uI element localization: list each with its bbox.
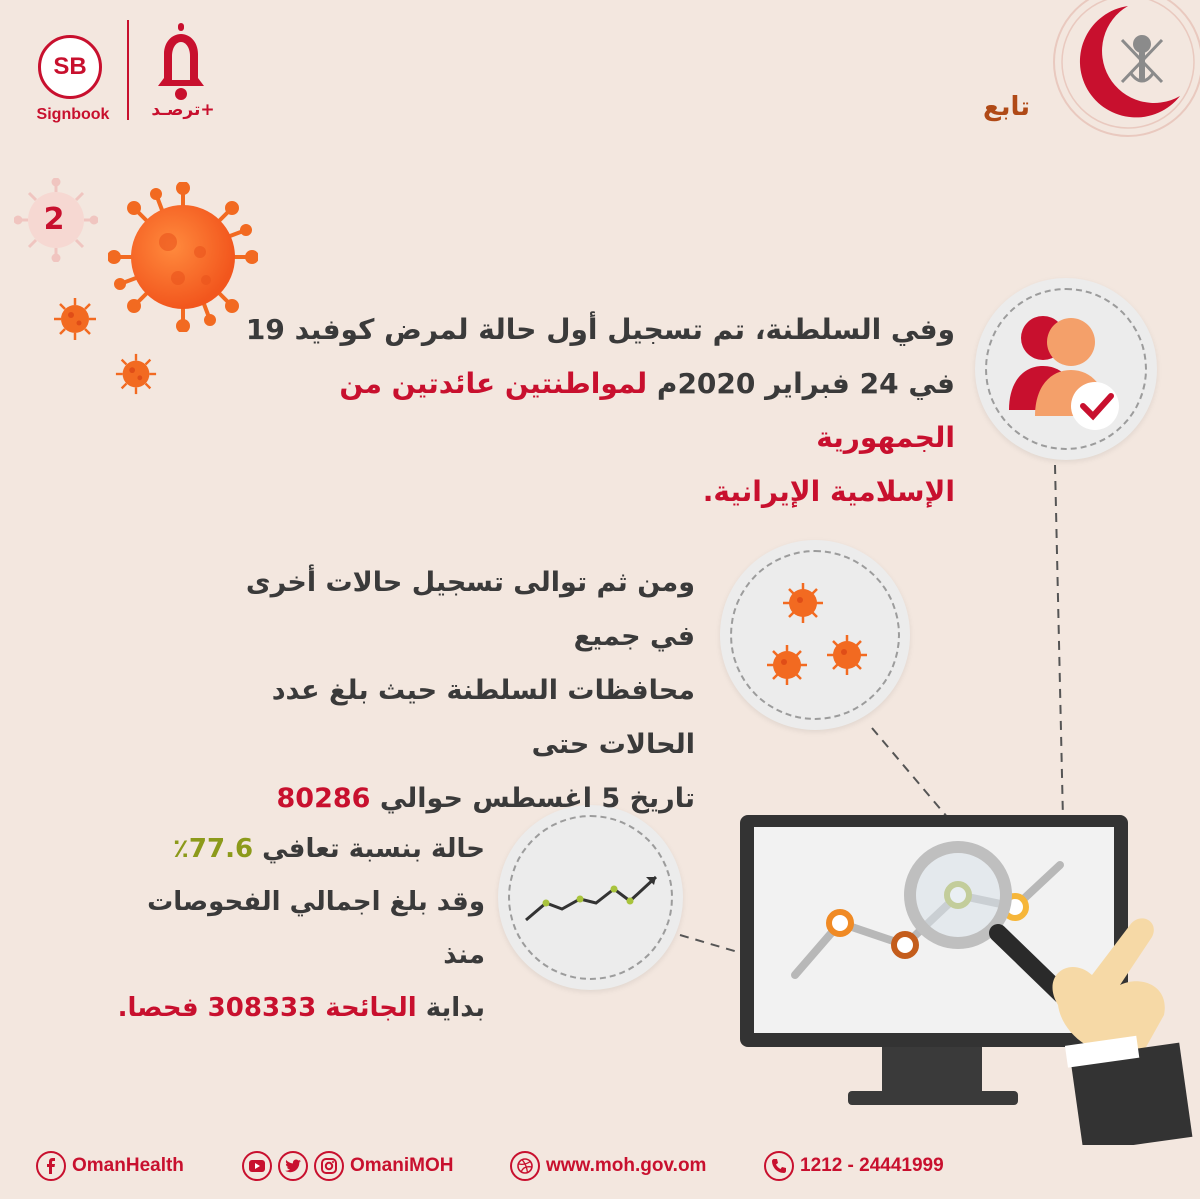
footer-website[interactable]: [510, 1148, 706, 1184]
trend-line-icon: [518, 865, 663, 935]
dashed-ring: [730, 550, 900, 720]
recovery-line1: [100, 823, 485, 876]
cases-line1: ومن ثم توالى تسجيل حالات أخرى في جميع: [245, 567, 695, 652]
facebook-icon: [36, 1151, 66, 1181]
first-case-line3: الإسلامية الإيرانية.: [702, 475, 955, 508]
trend-circle: [498, 805, 683, 990]
virus-icon: [764, 642, 810, 688]
recovery-rate: 77.6٪: [173, 834, 254, 864]
cases-count-text: [240, 556, 695, 826]
footer: [0, 1148, 1200, 1188]
tests-line2: وقد بلغ اجمالي الفحوصات منذ: [147, 887, 485, 970]
recovery-tests-text: [100, 823, 485, 1035]
signbook-mark: SB: [53, 53, 87, 80]
monitor-analytics-illustration: [740, 815, 1200, 1145]
dribbble-globe-icon: [510, 1151, 540, 1181]
tarasud-caption: ترصـد+: [151, 100, 215, 120]
cases-line3: [240, 772, 695, 826]
first-case-date: في 24 فبراير 2020م: [647, 367, 955, 400]
people-check-circle: [975, 278, 1157, 460]
virus-icon: [824, 632, 870, 678]
phone-icon: [764, 1151, 794, 1181]
signbook-caption: Signbook: [36, 106, 110, 123]
viruses-circle: [720, 540, 910, 730]
website-url: www.moh.gov.om: [546, 1155, 707, 1176]
footer-phone[interactable]: [764, 1148, 944, 1184]
first-case-highlight: لمواطنتين عائدتين من الجمهورية: [339, 367, 955, 454]
people-check-icon: [1001, 302, 1131, 432]
virus-icon: [780, 580, 826, 626]
cases-total: 80286: [276, 783, 371, 814]
first-case-line2: [240, 357, 955, 465]
facebook-handle: OmanHealth: [72, 1155, 184, 1176]
continued-label: تابع: [982, 92, 1030, 122]
footer-facebook[interactable]: [36, 1148, 184, 1184]
twitter-icon[interactable]: [278, 1151, 308, 1181]
instagram-icon[interactable]: [314, 1151, 344, 1181]
youtube-icon[interactable]: [242, 1151, 272, 1181]
step-number: 2: [43, 202, 65, 237]
tests-label: بداية: [416, 993, 485, 1023]
first-case-line1: وفي السلطنة، تم تسجيل أول حالة لمرض كوفيد 19: [245, 313, 955, 346]
cases-line2: محافظات السلطنة حيث بلغ عدد الحالات حتى: [271, 675, 695, 760]
first-case-text: [240, 303, 955, 519]
recovery-label: حالة بنسبة تعافي: [253, 834, 485, 864]
tests-line3: [100, 982, 485, 1035]
tests-total: الجائحة 308333 فحصا.: [117, 993, 417, 1023]
phone-number: 1212 - 24441999: [800, 1155, 944, 1176]
cases-date: تاريخ 5 اغسطس حوالي: [370, 783, 695, 814]
social-handle: OmaniMOH: [350, 1155, 454, 1176]
footer-social[interactable]: [242, 1148, 453, 1184]
